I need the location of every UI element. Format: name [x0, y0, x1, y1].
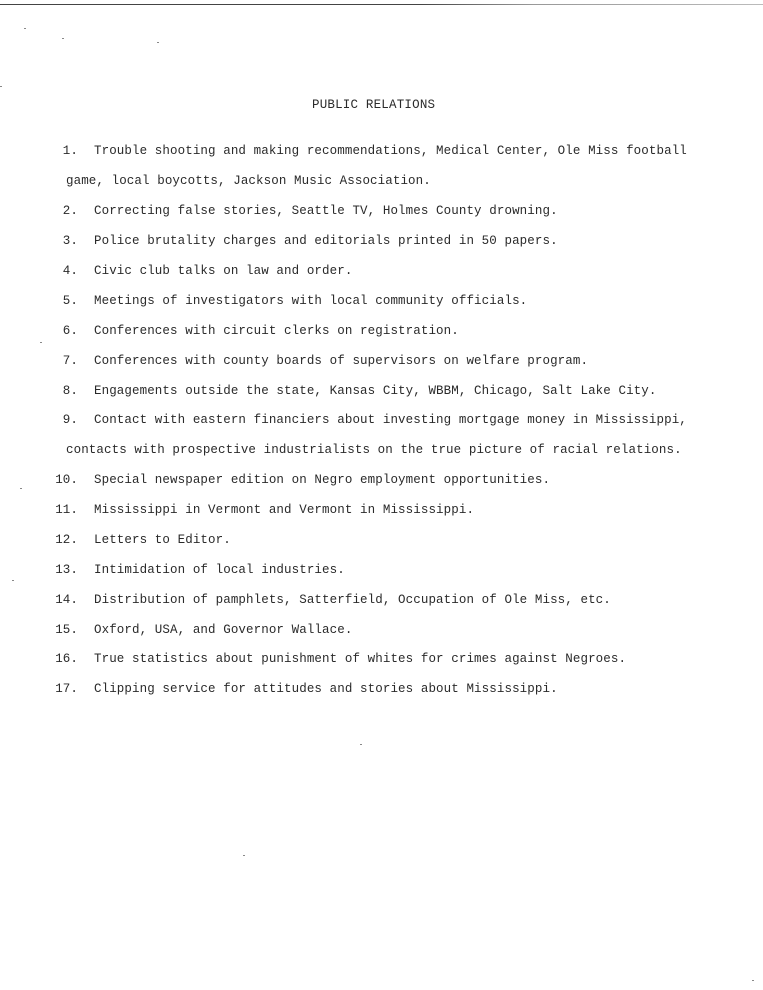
- item-text: True statistics about punishment of whites for crimes against Negroes.: [94, 652, 627, 666]
- item-number: 16.: [55, 652, 78, 666]
- item-number: 11.: [55, 503, 78, 517]
- list-item-1-continuation: game, local boycotts, Jackson Music Association.: [66, 174, 431, 188]
- scan-speck: [752, 980, 754, 981]
- top-rule: [0, 4, 763, 5]
- scan-speck: [157, 42, 159, 43]
- scan-speck: [40, 342, 42, 343]
- item-text: Mississippi in Vermont and Vermont in Mississippi.: [94, 503, 475, 517]
- item-text: Clipping service for attitudes and stories about Mississippi.: [94, 682, 558, 696]
- item-number: 12.: [55, 533, 78, 547]
- item-text: Letters to Editor.: [94, 533, 231, 547]
- item-number: 1.: [62, 144, 78, 158]
- item-text: Civic club talks on law and order.: [94, 264, 353, 278]
- item-text: Oxford, USA, and Governor Wallace.: [94, 623, 353, 637]
- item-text: Special newspaper edition on Negro employment opportunities.: [94, 473, 551, 487]
- item-number: 4.: [62, 264, 78, 278]
- scan-speck: [24, 28, 26, 29]
- item-number: 15.: [55, 623, 78, 637]
- item-number: 6.: [62, 324, 78, 338]
- item-text: Conferences with circuit clerks on registration.: [94, 324, 459, 338]
- scan-speck: [62, 38, 64, 39]
- item-text: Distribution of pamphlets, Satterfield, Occupation of Ole Miss, etc.: [94, 593, 611, 607]
- item-number: 7.: [62, 354, 78, 368]
- item-text: Contact with eastern financiers about investing mortgage money in Mississippi,: [94, 413, 687, 427]
- item-text: Engagements outside the state, Kansas City, WBBM, Chicago, Salt Lake City.: [94, 384, 657, 398]
- item-number: 17.: [55, 682, 78, 696]
- scan-speck: [0, 86, 2, 87]
- item-number: 10.: [55, 473, 78, 487]
- item-text: Conferences with county boards of supervisors on welfare program.: [94, 354, 589, 368]
- item-text: Intimidation of local industries.: [94, 563, 345, 577]
- item-number: 9.: [62, 413, 78, 427]
- scan-speck: [20, 488, 22, 489]
- scan-speck: [243, 855, 245, 856]
- item-number: 8.: [62, 384, 78, 398]
- scan-speck: [360, 744, 362, 745]
- page-title: PUBLIC RELATIONS: [312, 98, 436, 112]
- list-item-9-continuation: contacts with prospective industrialists on the true picture of racial relations.: [66, 443, 682, 457]
- item-text: Police brutality charges and editorials printed in 50 papers.: [94, 234, 558, 248]
- scan-speck: [12, 580, 14, 581]
- item-text: Correcting false stories, Seattle TV, Holmes County drowning.: [94, 204, 558, 218]
- item-number: 3.: [62, 234, 78, 248]
- item-number: 2.: [62, 204, 78, 218]
- item-text: Trouble shooting and making recommendations, Medical Center, Ole Miss football: [94, 144, 687, 158]
- item-number: 14.: [55, 593, 78, 607]
- item-text: Meetings of investigators with local community officials.: [94, 294, 528, 308]
- item-number: 5.: [62, 294, 78, 308]
- item-number: 13.: [55, 563, 78, 577]
